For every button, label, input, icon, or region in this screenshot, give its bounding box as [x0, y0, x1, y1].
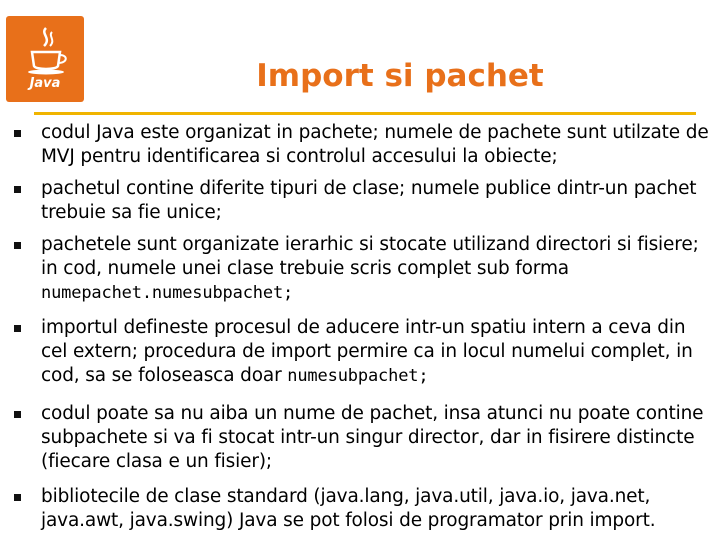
bullet-marker: [14, 186, 21, 193]
bullet-text: pachetele sunt organizate ierarhic si stocate utilizand directori si fisiere; in cod, numele unei clase trebuie scris complet sub forma numepachet.numesubpachet;: [41, 234, 699, 303]
logo-wordmark: Java: [29, 76, 61, 91]
code-snippet: numepachet.numesubpachet;: [41, 283, 294, 303]
bullet-text: importul defineste procesul de aducere intr-un spatiu intern a ceva din cel extern; procedura de import permire ca in locul numelui complet, in cod, sa se foloseasca doar numesubpachet;: [41, 317, 693, 386]
bullet-text: pachetul contine diferite tipuri de clase; numele publice dintr-un pachet trebuie sa fie unice;: [41, 178, 697, 223]
bullet-marker: [14, 130, 21, 137]
bullet-text: codul Java este organizat in pachete; numele de pachete sunt utilzate de MVJ pentru identificarea si controlul accesului la obiecte;: [41, 122, 709, 167]
bullet-marker: [14, 325, 21, 332]
title-underline: [34, 112, 696, 115]
bullet-text: codul poate sa nu aiba un nume de pachet, insa atunci nu poate contine subpachete si va fi stocat intr-un singur director, dar in fisirere distincte (fiecare clasa e un fisier);: [41, 403, 704, 472]
bullet-marker: [14, 411, 21, 418]
bullet-marker: [14, 494, 21, 501]
java-logo: [6, 16, 84, 102]
slide-title: Import si pachet: [256, 58, 544, 94]
bullet-marker: [14, 242, 21, 249]
code-snippet: numesubpachet;: [287, 366, 429, 386]
bullet-text: bibliotecile de clase standard (java.lang, java.util, java.io, java.net, java.awt, java.swing) Java se pot folosi de programator prin import.: [41, 486, 656, 531]
